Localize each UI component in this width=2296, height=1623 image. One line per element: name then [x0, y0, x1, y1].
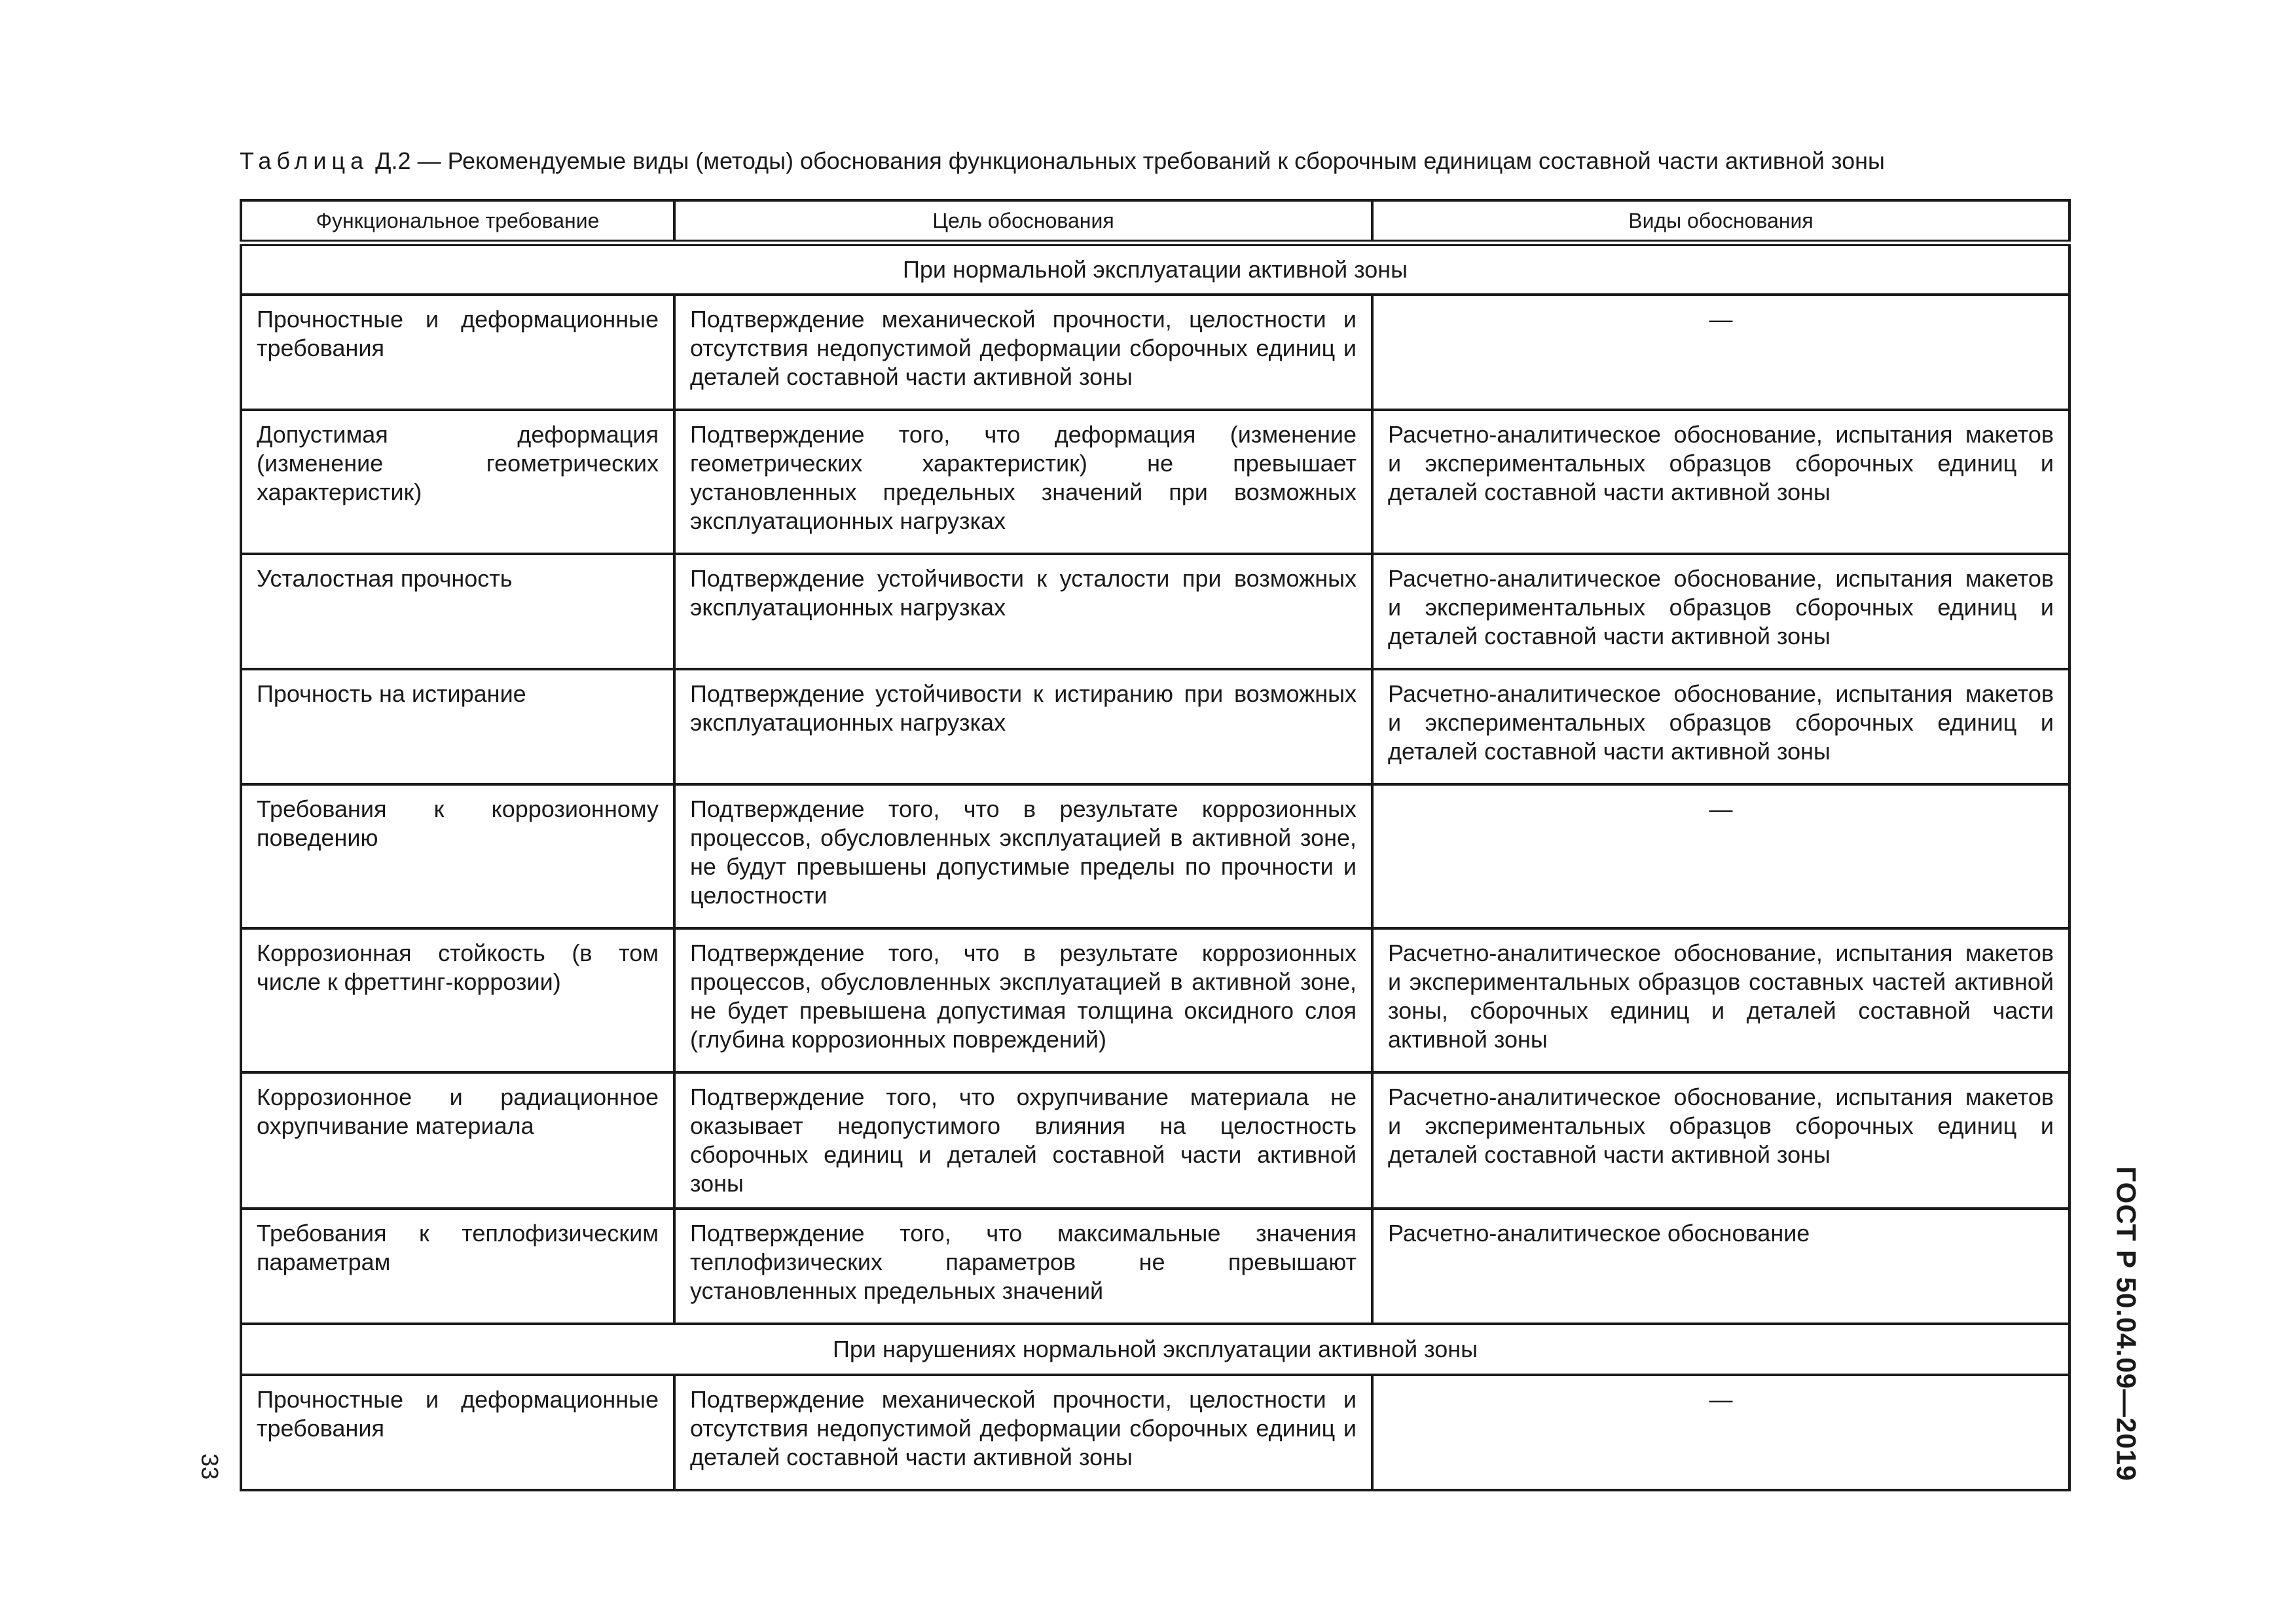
cell-kind: Расчетно-аналитическое обоснование, испытания макетов и экспериментальных образцов сборочных единиц и деталей составной части активной зоны: [1372, 554, 2069, 669]
page-number: [194, 1440, 225, 1493]
cell-requirement: Коррозионное и радиационное охрупчивание материала: [241, 1072, 674, 1209]
cell-requirement: Допустимая деформация (изменение геометрических характеристик): [241, 410, 674, 554]
cell-kind: —: [1372, 295, 2069, 410]
cell-goal: Подтверждение того, что максимальные значения теплофизических параметров не превышают установленных предельных значений: [674, 1209, 1372, 1324]
header-kind: Виды обоснования: [1372, 200, 2069, 243]
caption-label: Таблица: [240, 147, 369, 174]
table-row: [241, 928, 2069, 1072]
cell-goal: Подтверждение устойчивости к истиранию при возможных эксплуатационных нагрузках: [674, 669, 1372, 784]
table-row: [241, 1375, 2069, 1490]
cell-requirement: Усталостная прочность: [241, 554, 674, 669]
cell-requirement: Прочность на истирание: [241, 669, 674, 784]
header-goal: Цель обоснования: [674, 200, 1372, 243]
section-title-normal: При нормальной эксплуатации активной зоны: [241, 243, 2069, 295]
cell-goal: Подтверждение того, что в результате коррозионных процессов, обусловленных эксплуатацией в активной зоне, не будут превышены допустимые пределы по прочности и целостности: [674, 784, 1372, 928]
cell-requirement: Коррозионная стойкость (в том числе к фреттинг-коррозии): [241, 928, 674, 1072]
cell-requirement: Прочностные и деформационные требования: [241, 295, 674, 410]
header-requirement: Функциональное требование: [241, 200, 674, 243]
table-row: [241, 554, 2069, 669]
cell-kind: —: [1372, 1375, 2069, 1490]
cell-goal: Подтверждение того, что охрупчивание материала не оказывает недопустимого влияния на целостность сборочных единиц и деталей составной части активной зоны: [674, 1072, 1372, 1209]
cell-kind: Расчетно-аналитическое обоснование, испытания макетов и экспериментальных образцов сборочных единиц и деталей составной части активной зоны: [1372, 669, 2069, 784]
table-row: [241, 669, 2069, 784]
table-row: [241, 784, 2069, 928]
cell-requirement: Требования к теплофизическим параметрам: [241, 1209, 674, 1324]
cell-goal: Подтверждение механической прочности, целостности и отсутствия недопустимой деформации сборочных единиц и деталей составной части активной зоны: [674, 295, 1372, 410]
cell-goal: Подтверждение того, что деформация (изменение геометрических характеристик) не превышает установленных предельных значений при возможных эксплуатационных нагрузках: [674, 410, 1372, 554]
cell-goal: Подтверждение механической прочности, целостности и отсутствия недопустимой деформации сборочных единиц и деталей составной части активной зоны: [674, 1375, 1372, 1490]
table-row: [241, 1072, 2069, 1209]
table-caption: [240, 145, 1885, 177]
cell-kind: Расчетно-аналитическое обоснование: [1372, 1209, 2069, 1324]
cell-goal: Подтверждение того, что в результате коррозионных процессов, обусловленных эксплуатацией в активной зоне, не будет превышена допустимая толщина оксидного слоя (глубина коррозионных повреждений): [674, 928, 1372, 1072]
standard-designation: [2111, 1166, 2143, 1482]
table-row: [241, 1209, 2069, 1324]
cell-kind: Расчетно-аналитическое обоснование, испытания макетов и экспериментальных образцов сборочных единиц и деталей составной части активной зоны: [1372, 1072, 2069, 1209]
cell-requirement: Требования к коррозионному поведению: [241, 784, 674, 928]
page-number-text: 33: [196, 1453, 223, 1480]
cell-requirement: Прочностные и деформационные требования: [241, 1375, 674, 1490]
section-row-normal: [241, 243, 2069, 295]
requirements-table: [240, 199, 2071, 1491]
cell-goal: Подтверждение устойчивости к усталости при возможных эксплуатационных нагрузках: [674, 554, 1372, 669]
table-row: [241, 295, 2069, 410]
section-row-violation: [241, 1324, 2069, 1375]
cell-kind: Расчетно-аналитическое обоснование, испытания макетов и экспериментальных образцов составных частей активной зоны, сборочных единиц и деталей составной части активной зоны: [1372, 928, 2069, 1072]
table-row: [241, 410, 2069, 554]
caption-text: Д.2 — Рекомендуемые виды (методы) обоснования функциональных требований к сборочным единицам составной части активной зоны: [369, 147, 1885, 174]
standard-designation-text: ГОСТ Р 50.04.09—2019: [2111, 1166, 2143, 1482]
section-title-violation: При нарушениях нормальной эксплуатации активной зоны: [241, 1324, 2069, 1375]
cell-kind: Расчетно-аналитическое обоснование, испытания макетов и экспериментальных образцов сборочных единиц и деталей составной части активной зоны: [1372, 410, 2069, 554]
table-header-row: [241, 200, 2069, 243]
cell-kind: —: [1372, 784, 2069, 928]
